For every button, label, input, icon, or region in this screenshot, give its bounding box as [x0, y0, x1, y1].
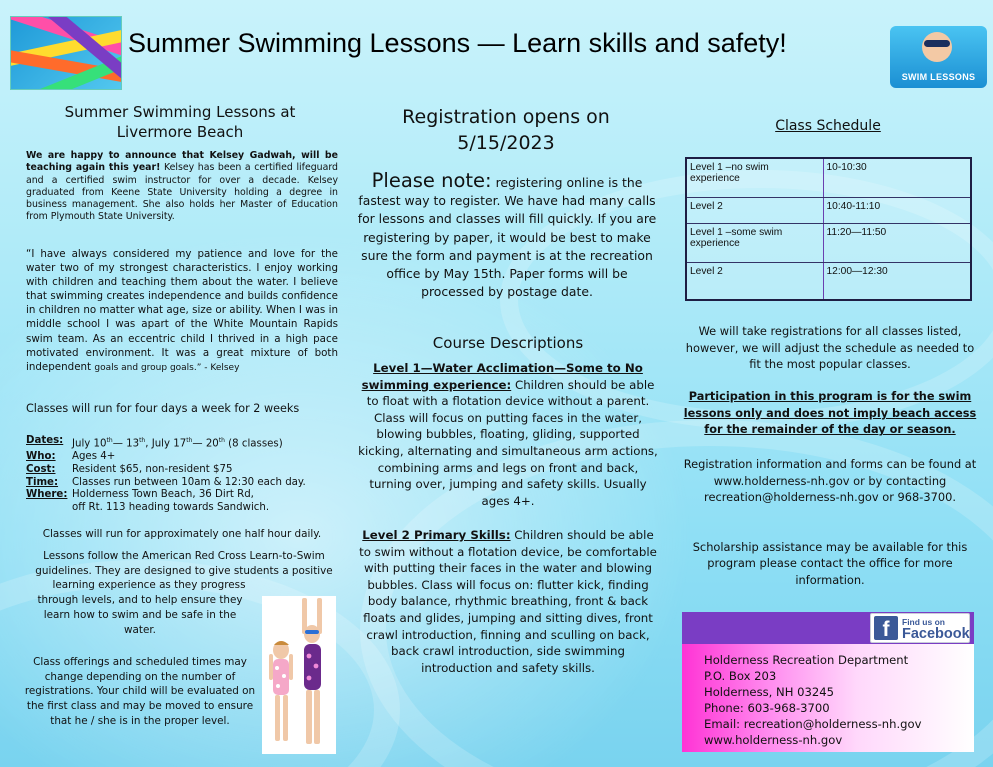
red-cross-guidelines: Lessons follow the American Red Cross Learn-to-Swim guidelines. They are designed to give students a positive learning experience as they progress through levels, and to help ensure they learn how to swim and be safe in the water. [35, 550, 333, 636]
schedule-summary: Classes will run for four days a week for 2 weeks [26, 402, 300, 415]
pool-noodles-image [10, 16, 122, 90]
registration-opens-heading: Registration opens on 5/15/2023 [402, 106, 610, 154]
course-descriptions-heading: Course Descriptions [432, 334, 584, 352]
schedule-level-cell: Level 2 [686, 197, 823, 223]
swimmer-badge-image [890, 26, 987, 88]
detail-time: Time: Classes run between 10am & 12:30 each day. [26, 476, 306, 488]
detail-where: Where: Holderness Town Beach, 36 Dirt Rd, off Rt. 113 heading towards Sandwich. [26, 489, 270, 513]
contact-box-number: P.O. Box 203 [704, 668, 777, 683]
schedule-time-cell: 10-10:30 [823, 158, 971, 197]
level-1-description: Level 1—Water Acclimation—Some to No swimming experience: Children should be able to float with a flotation device without a parent. Class will focus on putting faces in the water, blowing bubbles, floating, gliding, supported kicking, alternating and simultaneous arm actions, combining arms and legs on front and back, turning over, jumping and safety skills. Usually ages 4+. [358, 361, 658, 508]
contact-website[interactable]: www.holderness-nh.gov [704, 732, 843, 747]
class-schedule-table [685, 157, 972, 301]
class-schedule-heading: Class Schedule [775, 118, 881, 134]
contact-phone: Phone: 603-968-3700 [704, 700, 830, 715]
contact-city: Holderness, NH 03245 [704, 684, 834, 699]
registration-info: Registration information and forms can be found at www.holderness-nh.gov or by contacting recreation@holderness-nh.gov or 968-3700. [683, 457, 977, 505]
instructor-heading: Summer Swimming Lessons at Livermore Beach [64, 103, 296, 141]
detail-dates: Dates: July 10th— 13th, July 17th— 20th (8 classes) [26, 435, 283, 450]
facebook-button[interactable]: f Find us on Facebook [870, 613, 970, 643]
scholarship-note: Scholarship assistance may be available for this program please contact the office for more information. [692, 540, 968, 587]
schedule-adjustment-note: We will take registrations for all classes listed, however, we will adjust the schedule as needed to fit the most popular classes. [685, 324, 975, 372]
kids-swimsuit-photo [262, 596, 336, 754]
instructor-intro: We are happy to announce that Kelsey Gadwah, will be teaching again this year! Kelsey has been a certified lifeguard and a certified swim instructor for over a decade. Kelsey graduated from Keene State University holding a degree in business management. She also holds her Master of Education from Plymouth State University. [26, 150, 338, 223]
page-title: Summer Swimming Lessons — Learn skills and safety! [128, 28, 787, 58]
table-row [686, 223, 971, 262]
contact-email[interactable]: Email: recreation@holderness-nh.gov [704, 716, 922, 731]
schedule-level-cell: Level 1 –some swim experience [686, 223, 823, 262]
lesson-details [26, 435, 346, 515]
registration-note: Please note: registering online is the fastest way to register. We have had many calls for lessons and classes will fill quickly. If you are registering by paper, it would be best to make sure the form and payment is at the recreation office by May 15th. Paper forms will be processed by postage date. [357, 169, 657, 300]
detail-who: Who: Ages 4+ [26, 451, 116, 463]
schedule-level-cell: Level 1 –no swim experience [686, 158, 823, 197]
table-row [686, 158, 971, 197]
class-duration: Classes will run for approximately one half hour daily. [42, 528, 322, 540]
instructor-quote: “I have always considered my patience and love for the water two of my strongest characteristics. I enjoy working with children and teaching them about the water. I believe that swimming creates independence and builds confidence in children no matter what age, size or ability. When I was in middle school I was apart of the White Mountain Rapids swim team. As an eccentric child I thrived in a high pace motivated environment. It was a great mixture of both independent goals and group goals.” - Kelsey [26, 248, 338, 373]
badge-text: SWIM LESSONS [901, 72, 976, 82]
level-2-description: Level 2 Primary Skills: Children should be able to swim without a flotation device, be comfortable with putting their faces in the water and blowing bubbles. Class will focus on: flutter kick, finding body balance, rhythmic breathing, front & back floats and glides, jumping and sitting dives, front crawl introduction, finning and sculling on back, back crawl introduction, side swimming introduction and safety skills. [359, 528, 657, 675]
schedule-time-cell: 12:00—12:30 [823, 262, 971, 300]
schedule-time-cell: 11:20—11:50 [823, 223, 971, 262]
facebook-icon: f [874, 616, 898, 640]
class-offerings-note: Class offerings and scheduled times may change depending on the number of registrations. Your child will be evaluated on the first class and may be moved to ensure that he / she is in the proper level. [24, 656, 256, 727]
table-row [686, 197, 971, 223]
contact-org: Holderness Recreation Department [704, 653, 909, 667]
schedule-level-cell: Level 2 [686, 262, 823, 300]
contact-box [682, 644, 974, 752]
detail-cost: Cost: Resident $65, non-resident $75 [26, 463, 233, 475]
schedule-time-cell: 10:40-11:10 [823, 197, 971, 223]
table-row [686, 262, 971, 300]
participation-disclaimer: Participation in this program is for the swim lessons only and does not imply beach access for the remainder of the day or season. [683, 390, 977, 437]
